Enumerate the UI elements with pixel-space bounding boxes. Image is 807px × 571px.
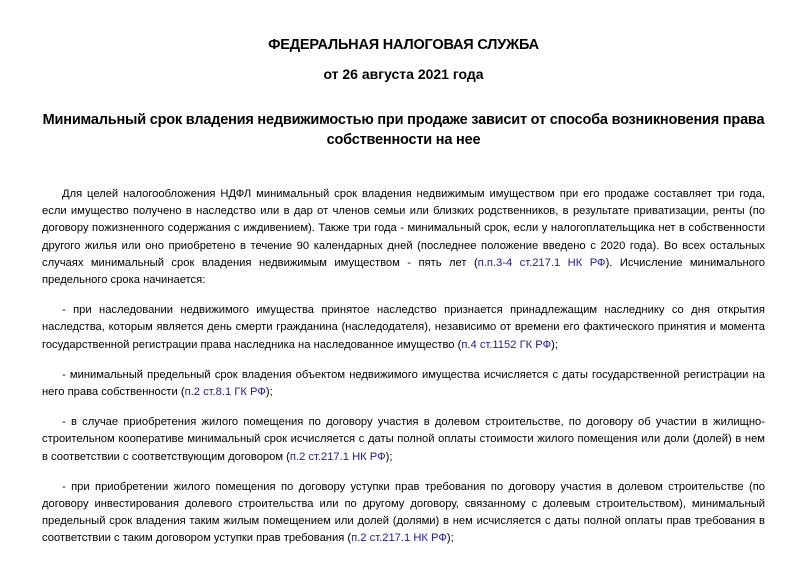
organization-heading: ФЕДЕРАЛЬНАЯ НАЛОГОВАЯ СЛУЖБА — [268, 37, 539, 53]
paragraph-shared-construction — [42, 414, 765, 466]
paragraph-text: - в случае приобретения жилого помещения по договору участия в долевом строительстве, по договору об участии в жилищно-строительном кооперативе минимальный срок исчисляется с даты полной оплаты стоимости жилого помещения или доли (долей) в нем в соответствии с соответствующим договором ( — [42, 416, 765, 463]
law-reference-link[interactable]: п.2 ст.8.1 ГК РФ — [184, 386, 266, 399]
law-reference-link[interactable]: п.2 ст.217.1 НК РФ — [289, 450, 386, 463]
law-reference-link[interactable]: п.п.3-4 ст.217.1 НК РФ — [477, 256, 606, 269]
document-title: Минимальный срок владения недвижимостью при продаже зависит от способа возникновения права собственности на нее — [42, 112, 765, 148]
paragraph-registration — [42, 367, 765, 401]
document-body — [42, 186, 765, 561]
document-date: от 26 августа 2021 года — [323, 66, 484, 82]
paragraph-text: ); — [385, 450, 393, 463]
paragraph-text: Для целей налогообложения НДФЛ минимальный срок владения недвижимым имуществом при его продаже составляет три года, если имущество получено в наследство или в дар от членов семьи или близких родственников, в результате приватизации, ренты (по договору пожизненного содержания с иждивением). Также три года - минимальный срок, если у налогоплательщика нет в собственности другого жилья или оно приобретено в течение 90 календарных дней (последнее положение введено с 2020 года). Во всех остальных случаях минимальный срок владения недвижимым имуществом - пять лет ( — [42, 188, 765, 269]
paragraph-text: - при приобретении жилого помещения по договору уступки прав требования по договору участия в долевом строительстве (по договору инвестирования долевого строительства или по другому договору, связанному с долевым строительством), минимальный предельный срок владения таким жилым помещением или долей (долями) в нем исчисляется с даты полной оплаты прав требования в соответствии с таким договором уступки прав требования ( — [42, 480, 765, 545]
paragraph-inheritance — [42, 302, 765, 354]
paragraph-text: ). Исчисление минимального предельного срока начинается: — [42, 256, 765, 287]
paragraph-text: - при наследовании недвижимого имущества принятое наследство признается принадлежащим наследнику со дня открытия наследства, которым является день смерти гражданина (наследодателя), независимо от времени его фактического принятия и момента государственной регистрации права наследника на наследованное имущество ( — [42, 304, 765, 351]
paragraph-text: ); — [446, 532, 454, 545]
law-reference-link[interactable]: п.2 ст.217.1 НК РФ — [351, 532, 447, 545]
paragraph-text: - минимальный предельный срок владения объектом недвижимого имущества исчисляется с даты государственной регистрации на него права собственности ( — [42, 368, 765, 399]
paragraph-assignment — [42, 479, 765, 548]
paragraph-text: ); — [265, 386, 273, 399]
paragraph-intro — [42, 186, 765, 289]
law-reference-link[interactable]: п.4 ст.1152 ГК РФ — [461, 338, 552, 351]
paragraph-text: ); — [551, 338, 558, 351]
